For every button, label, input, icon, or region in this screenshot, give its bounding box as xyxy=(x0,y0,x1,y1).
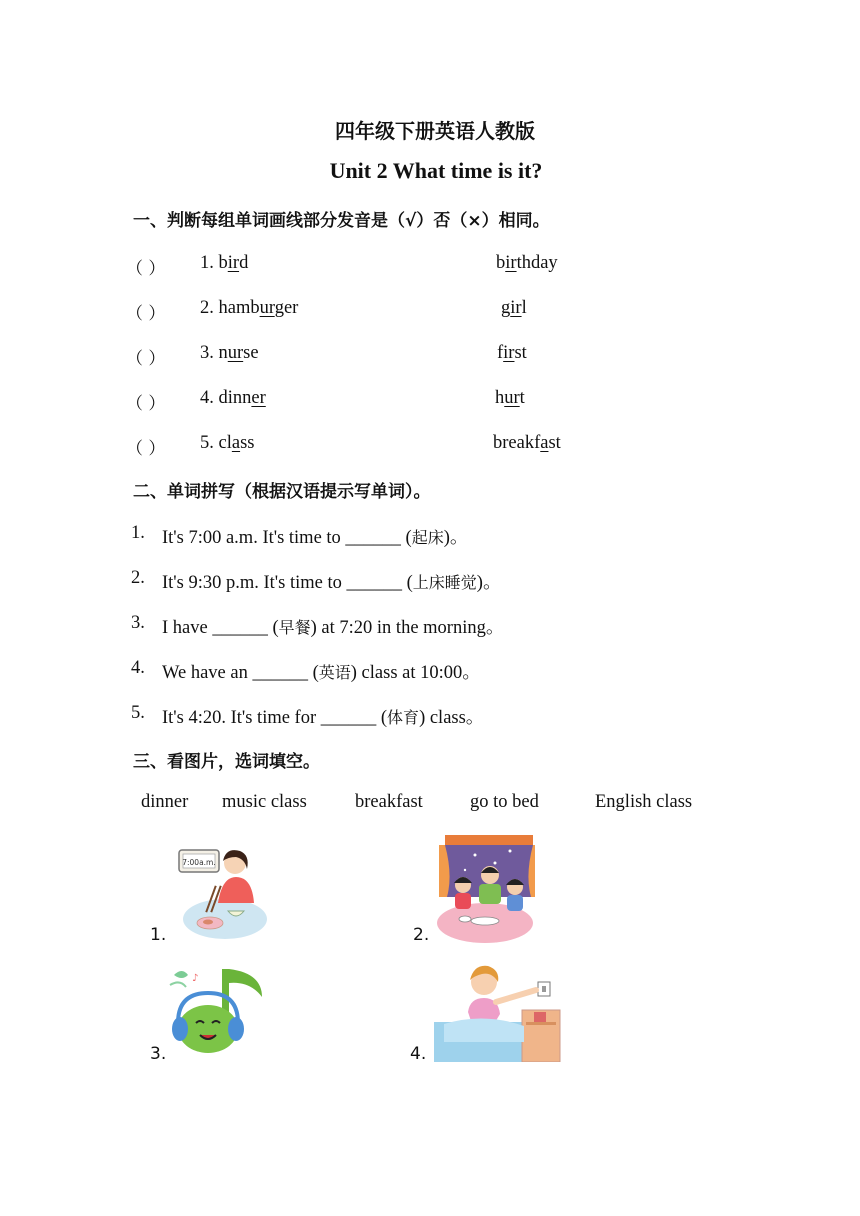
underlined-letters: ur xyxy=(504,388,520,408)
underlined-letters: a xyxy=(231,433,241,453)
breakfast-illustration xyxy=(170,845,270,941)
word-bank-item: English class xyxy=(595,792,693,812)
chinese-hint: 起床 xyxy=(411,528,444,547)
chinese-hint: 英语 xyxy=(318,663,351,682)
answer-parentheses[interactable]: （ ） xyxy=(126,304,166,324)
item-number: 4. xyxy=(131,658,145,678)
word-left xyxy=(200,253,248,274)
word-part: st xyxy=(548,433,561,453)
fill-blank-sentence xyxy=(162,658,481,684)
word-part: h xyxy=(495,388,505,408)
chinese-hint: 早餐 xyxy=(278,618,311,637)
word-part: f xyxy=(497,343,504,363)
underlined-letters: ir xyxy=(510,298,522,318)
word-part: ger xyxy=(274,298,299,318)
underlined-letters: ir xyxy=(505,253,517,273)
word-part: hamb xyxy=(218,298,260,318)
unit-subtitle: Unit 2 What time is it? xyxy=(329,158,543,183)
underlined-letters: a xyxy=(540,433,549,453)
word-part: thday xyxy=(516,253,558,273)
fill-blank-sentence xyxy=(162,613,504,639)
music-note-icon: ♪ xyxy=(192,973,199,984)
answer-parentheses[interactable]: （ ） xyxy=(126,259,166,279)
word-part: se xyxy=(243,343,259,363)
dinner-illustration xyxy=(435,835,535,943)
chinese-hint: 上床睡觉 xyxy=(412,573,477,592)
word-right xyxy=(497,343,527,364)
word-right xyxy=(496,253,558,274)
fill-blank-sentence xyxy=(162,523,468,549)
clock-readout: 7:00a.m. xyxy=(182,858,216,867)
word-left xyxy=(200,298,298,319)
underlined-letters: ur xyxy=(259,298,275,318)
section1-heading: 一、判断每组单词画线部分发音是（√）否（×）相同。 xyxy=(133,211,550,231)
word-right xyxy=(493,433,561,454)
item-number: 2. xyxy=(200,298,219,318)
word-bank-item: go to bed xyxy=(470,792,539,812)
answer-parentheses[interactable]: （ ） xyxy=(126,439,166,459)
word-part: st xyxy=(514,343,527,363)
word-part: breakf xyxy=(493,433,541,453)
picture-label-3: 3. xyxy=(150,1044,167,1064)
word-bank-item: music class xyxy=(222,792,307,812)
answer-parentheses[interactable]: （ ） xyxy=(126,394,166,414)
sentence-text: We have an ______ ( xyxy=(162,663,319,683)
word-left xyxy=(200,388,266,409)
music-class-illustration xyxy=(168,963,268,1057)
picture-label-1: 1. xyxy=(150,925,167,945)
sentence-text: It's 9:30 p.m. It's time to ______ ( xyxy=(162,573,413,593)
word-bank-item: dinner xyxy=(141,792,189,812)
fill-blank-sentence xyxy=(162,568,501,594)
underlined-letters: ir xyxy=(227,253,240,273)
chinese-hint: 体育 xyxy=(387,708,420,727)
section2-heading: 二、单词拼写（根据汉语提示写单词）。 xyxy=(133,482,431,502)
word-part: ss xyxy=(240,433,255,453)
item-number: 2. xyxy=(131,568,145,588)
sentence-text: I have ______ ( xyxy=(162,618,279,638)
picture-label-2: 2. xyxy=(413,925,430,945)
sentence-text: ) class at 10:00。 xyxy=(350,663,481,683)
item-number: 3. xyxy=(200,343,219,363)
picture-label-4: 4. xyxy=(410,1044,427,1064)
sentence-text: ) class。 xyxy=(419,708,485,728)
word-part: b xyxy=(218,253,228,273)
word-right xyxy=(501,298,527,319)
word-part: cl xyxy=(218,433,232,453)
item-number: 5. xyxy=(131,703,145,723)
underlined-letters: ur xyxy=(227,343,244,363)
sentence-text: It's 7:00 a.m. It's time to ______ ( xyxy=(162,528,412,548)
word-left xyxy=(200,343,259,364)
word-part: n xyxy=(218,343,228,363)
underlined-letters: ir xyxy=(503,343,515,363)
item-number: 1. xyxy=(200,253,219,273)
sentence-text: )。 xyxy=(476,573,502,593)
word-part: t xyxy=(519,388,525,408)
word-part: b xyxy=(496,253,506,273)
sentence-text: ) at 7:20 in the morning。 xyxy=(310,618,505,638)
item-number: 5. xyxy=(200,433,219,453)
underlined-letters: er xyxy=(251,388,266,408)
word-bank-item: breakfast xyxy=(355,792,423,812)
fill-blank-sentence xyxy=(162,703,484,729)
word-part: d xyxy=(239,253,249,273)
word-right xyxy=(495,388,525,409)
answer-parentheses[interactable]: （ ） xyxy=(126,349,166,369)
item-number: 3. xyxy=(131,613,145,633)
sentence-text: )。 xyxy=(443,528,469,548)
word-part: l xyxy=(521,298,527,318)
item-number: 1. xyxy=(131,523,145,543)
page-title: 四年级下册英语人教版 xyxy=(335,119,535,143)
section3-heading: 三、看图片，选词填空。 xyxy=(133,752,320,772)
word-part: dinn xyxy=(218,388,252,408)
sentence-text: It's 4:20. It's time for ______ ( xyxy=(162,708,388,728)
word-part: g xyxy=(501,298,511,318)
word-left xyxy=(200,433,254,454)
go-to-bed-illustration xyxy=(434,962,562,1062)
item-number: 4. xyxy=(200,388,219,408)
